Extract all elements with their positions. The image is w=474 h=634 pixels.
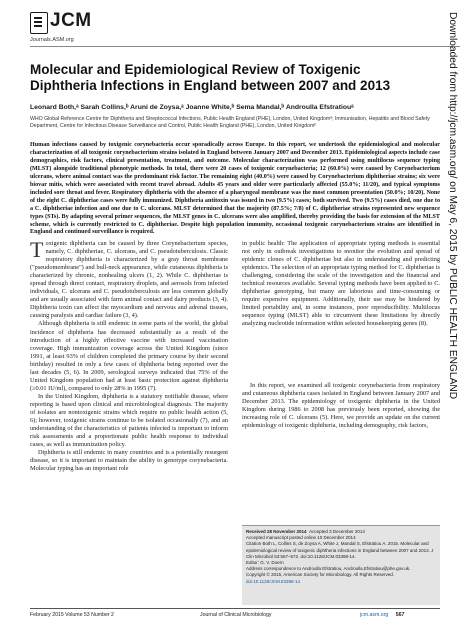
journal-url[interactable]: Journals.ASM.org: [30, 37, 74, 43]
abstract: Human infections caused by toxigenic corynebacteria occur sporadically across Europe. In this report, we undertook the epidemiological and molecular characterization of all toxigenic corynebacterium strains isolated in England between January 2007 and December 2013. Epidemiological aspects include case demographics, risk factors, clinical presentation, treatment, and outcome. Molecular characterization was performed using multilocus sequence typing (MLST) alongside traditional phenotypic methods. In total, there were 20 cases of toxigenic corynebacteria; 12 (60.0%) were caused by Corynebacterium ulcerans, where animal contact was the predominant risk factor. The remaining eight (40.0%) were caused by Corynebacterium diphtheriae strains; six were biovar mitis, which were associated with recent travel abroad. Adults 45 years and older were particularly affected (55.0%; 11/20), and typical symptoms included sore throat and fever. Respiratory diphtheria with the absence of a pharyngeal membrane was the most common presentation (50.0%; 10/20). None of the eight C. diphtheriae cases were fully immunized. Diphtheria antitoxin was issued in two (9.5%) cases; both survived. Two (9.5%) cases died, one due to a C. diphtheriae infection and one due to C. ulcerans. MLST determined that the majority (87.5%; 7/8) of C. diphtheriae strains represented new sequence types (STs). By adapting several primer sequences, the MLST genes in C. ulcerans were also amplified, thereby providing the basis for extension of the MLST scheme, which is currently restricted to C. diphtheriae. Despite high population immunity, occasional toxigenic corynebacterium strains are identified in England and continued surveillance is required.: [30, 142, 440, 236]
copyright: Copyright © 2015, American Society for Microbiology. All Rights Reserved.: [246, 572, 395, 578]
paragraph-incidence: Although diphtheria is still endemic in some parts of the world, the global incidence of diphtheria has decreased substantially as a result of the introduction of a highly effective vaccine with increased vaccination coverage. High immunization coverage across the United Kingdom (since 1991, at least 93% of children completed the primary course by their second birthday) resulted in only a few cases of diphtheria being reported over the last decades (5, 6). In 2009, serological surveys indicated that 75% of the United Kingdom population had at least basic protection against diphtheria (≥0.01 IU/ml), compared to only 28% in 1995 (7).: [30, 320, 228, 392]
footer-right: [360, 612, 404, 618]
paragraph-intro-text: oxigenic diphtheria can be caused by three Corynebacterium species, namely, C. diphtheriae, C. ulcerans, and C. pseudotuberculosis. Classic respiratory diphtheria is characterized by a gray throat membrane ("pseudomembrane") and bull-neck appearance, while cutaneous diphtheria is characterized by chronic, nonhealing ulcers (1, 2). While C. diphtheriae is spread through direct contact, respiratory droplets, and aerosols from infected individuals, C. ulcerans and C. pseudotuberculosis are less common globally and are usually associated with farm animal contact and dairy products (3, 4). Diphtheria toxin can affect the myocardium and nervous and adrenal tissues, causing paralysis and cardiac failure (3, 4).: [30, 240, 228, 320]
paragraph-endemic: Diphtheria is still endemic in many countries and is a potentially resurgent disease, so it is important to maintain the ability to genotype corynebacteria. Molecular typing has an important role: [30, 449, 228, 473]
article-info-box: [242, 525, 440, 605]
author-list: Leonard Both,ᵃ Sarah Collins,ᵇ Aruni de Zoysa,ᵃ Joanne White,ᵇ Sema Mandal,ᵇ Androulla Efstratiouᵃ: [30, 104, 354, 111]
header-divider: [30, 46, 460, 47]
journal-logo: [30, 12, 90, 56]
article-title: Molecular and Epidemiological Review of Toxigenic Diphtheria Infections in England between 2007 and 2013: [30, 62, 391, 93]
body-right-column-lower: [242, 382, 440, 430]
footer-issue: February 2015 Volume 53 Number 2: [30, 612, 114, 618]
paragraph-uk-notifiable: In the United Kingdom, diphtheria is a statutory notifiable disease, where reporting is based upon clinical and microbiological diagnosis. The majority of isolates are nontoxigenic strains which require no public health action (5, 6); however, toxigenic strains continue to be isolated occasionally (7), and an understanding of the characteristics of patients infected is important to inform risk assessments and a proportionate public health response to individual cases, as well as immunization policy.: [30, 392, 228, 449]
drop-cap: T: [30, 237, 44, 262]
body-left-column: [30, 237, 228, 473]
manuscript-posted: Accepted manuscript posted online 10 December 2014: [246, 535, 356, 541]
download-sidebar: [446, 12, 470, 622]
correspondence: Address correspondence to Androulla Efstratiou, Androulla.Efstratiou@phe.gov.uk.: [246, 566, 411, 572]
journal-logo-icon: [30, 12, 48, 34]
footer-url[interactable]: jcm.asm.org: [360, 612, 389, 618]
citation: Citation Both L, Collins S, de Zoysa A, White J, Mandal S, Efstratiou A. 2015. Molecular and epidemiological review of toxigenic diphtheria infections in England between 2007 and 2013. J Clin Microbiol 53:567–572. doi:10.1128/JCM.03398-14.: [246, 541, 434, 559]
doi-link[interactable]: doi:10.1128/JCM.03398-14: [246, 578, 300, 584]
received-date: Received 28 November 2014 Accepted 3 December 2014: [246, 529, 365, 534]
affiliations: WHO Global Reference Centre for Diphtheria and Streptococcal Infections, Public Health England (PHE), London, United Kingdomᵃ; Immunisation, Hepatitis and Blood Safety Department, Centre for Infectious Disease Surveillance and Control, Public Health England (PHE), London, United Kingdomᵇ: [30, 116, 430, 130]
paragraph-typing: in public health: The application of appropriate typing methods is essential not only in outbreak investigations to monitor the evolution and spread of epidemic clones of C. diphtheriae but also in understanding and predicting epidemics. The selection of an appropriate typing method for C. diphtheriae is challenging, considering the scale of the investigation and the financial and technical resources available. Several typing methods have been applied to C. diphtheriae genotyping, but many are laborious and time-consuming or require expensive equipment. Additionally, their use may be hindered by limited portability and, in some instances, poor reproducibility. Multilocus sequence typing (MLST) able to circumvent these limitations by directly analyzing nucleotide information within selected housekeeping genes (8).: [242, 240, 440, 328]
editor: Editor: G. V. Doern: [246, 560, 284, 566]
page-number: 567: [395, 612, 405, 618]
paragraph-intro: [30, 237, 228, 320]
footer-divider: [30, 608, 440, 609]
paragraph-report: In this report, we examined all toxigenic corynebacteria from respiratory and cutaneous diphtheria cases isolated in England between January 2007 and December 2013. The epidemiology of toxigenic diphtheria in the United Kingdom during 1986 to 2008 has previously been reported, showing the increasing role of C. ulcerans (5). Here, we provide an update on the current epidemiology of toxigenic diphtheria, including demography, risk factors,: [242, 382, 440, 430]
download-notice: Downloaded from http://jcm.asm.org/ on May 6, 2015 by PUBLIC HEALTH ENGLAND: [447, 12, 458, 400]
journal-logo-text: JCM: [50, 10, 92, 31]
footer-journal: Journal of Clinical Microbiology: [200, 612, 272, 618]
body-right-column: [242, 240, 440, 329]
